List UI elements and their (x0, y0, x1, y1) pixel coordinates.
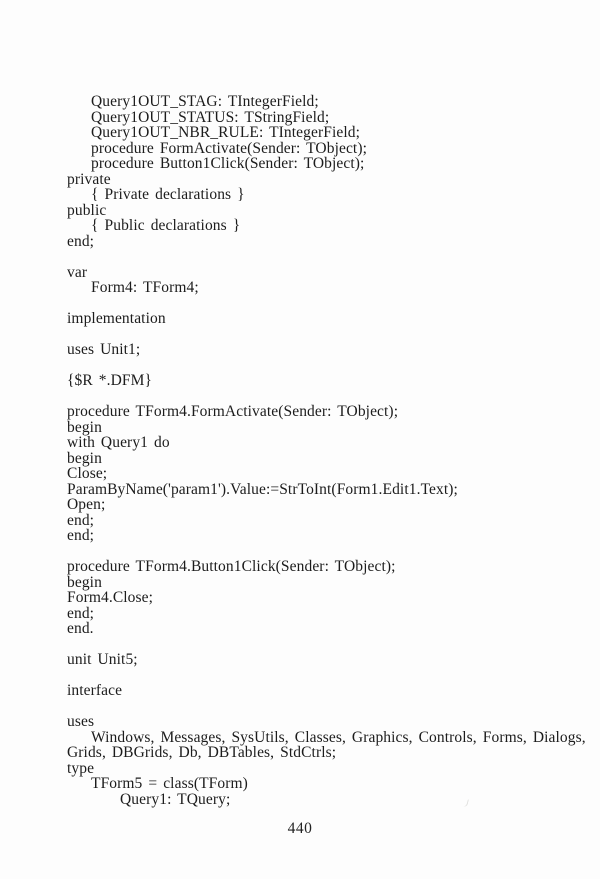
code-listing (67, 93, 586, 808)
code-line: procedure Button1Click(Sender: TObject); (91, 155, 365, 172)
code-line: end; (67, 511, 95, 529)
code-line: unit Unit5; (67, 651, 138, 668)
code-line: implementation (67, 310, 166, 327)
code-line: Query1OUT_STATUS: TStringField; (91, 108, 330, 126)
code-line (67, 296, 580, 312)
code-line (67, 668, 580, 684)
code-line: Query1: TQuery; (120, 790, 231, 808)
code-line: public (67, 201, 107, 219)
code-line: Grids, DBGrids, Db, DBTables, StdCtrls; (67, 744, 337, 761)
code-line: uses Unit1; (67, 341, 141, 358)
code-line (67, 327, 580, 343)
code-line: uses (67, 713, 95, 730)
code-line: Open; (67, 496, 106, 513)
code-line: type (67, 759, 95, 777)
page-number: 440 (287, 820, 313, 837)
code-line: ParamByName('param1').Value:=StrToInt(Form1.Edit1.Text); (67, 480, 458, 498)
code-line: with Query1 do (67, 434, 170, 451)
code-line: { Public declarations } (91, 217, 241, 234)
code-line: end; (67, 527, 95, 544)
code-line (67, 544, 580, 560)
code-line: private (67, 170, 111, 188)
code-line: begin (67, 418, 102, 436)
code-line: begin (67, 449, 102, 467)
code-line: {$R *.DFM} (67, 372, 153, 389)
code-line: begin (67, 573, 102, 591)
code-line: Query1OUT_NBR_RULE: TIntegerField; (91, 124, 361, 141)
code-line (67, 249, 580, 265)
code-line (67, 637, 580, 653)
code-line: var (67, 263, 88, 281)
code-line: Form4.Close; (67, 589, 154, 606)
code-line: end; (67, 604, 95, 622)
code-line: Query1OUT_STAG: TIntegerField; (91, 93, 319, 110)
code-line: TForm5 = class(TForm) (91, 775, 248, 792)
code-line: Form4: TForm4; (91, 279, 199, 296)
code-line: end; (67, 232, 95, 250)
code-line: interface (67, 682, 123, 699)
code-line (67, 699, 580, 715)
code-line: { Private declarations } (91, 186, 245, 203)
code-line (67, 358, 580, 374)
code-line: Windows, Messages, SysUtils, Classes, Graphics, Controls, Forms, Dialogs, (91, 728, 586, 746)
code-line: procedure TForm4.FormActivate(Sender: TObject); (67, 403, 399, 420)
code-line: Close; (67, 465, 108, 482)
code-line (67, 389, 580, 405)
code-line: procedure FormActivate(Sender: TObject); (91, 139, 368, 157)
code-line: procedure TForm4.Button1Click(Sender: TObject); (67, 558, 396, 575)
code-line: end. (67, 620, 94, 637)
